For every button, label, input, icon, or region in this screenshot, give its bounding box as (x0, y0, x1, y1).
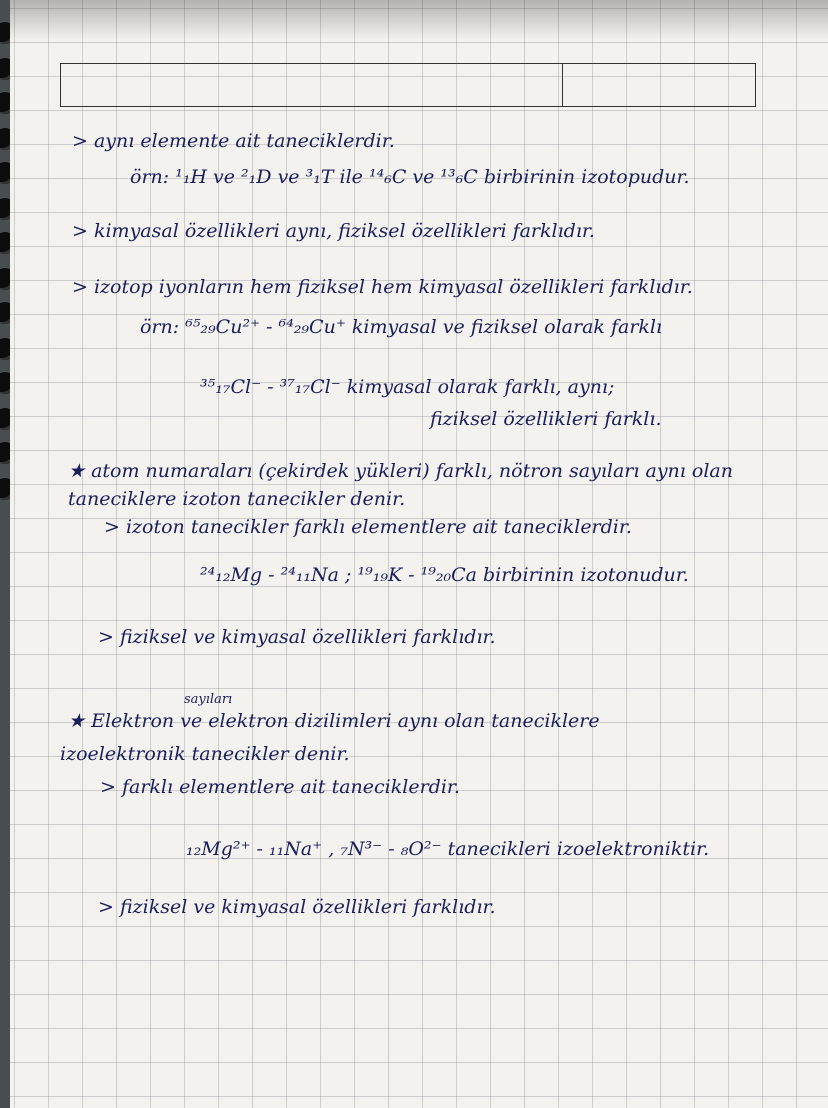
note-line-9: > izoton tanecikler farklı elementlere ait taneciklerdir. (104, 516, 632, 538)
page-shadow (10, 0, 828, 40)
note-line-4: > izotop iyonların hem fiziksel hem kimyasal özellikleri farklıdır. (72, 276, 693, 298)
note-line-2: örn: ¹₁H ve ²₁D ve ³₁T ile ¹⁴₆C ve ¹³₆C birbirinin izotopudur. (130, 166, 690, 188)
note-line-11: > fiziksel ve kimyasal özellikleri farklıdır. (98, 626, 496, 648)
note-line-1: > aynı elemente ait taneciklerdir. (72, 130, 395, 152)
note-line-5: örn: ⁶⁵₂₉Cu²⁺ - ⁶⁴₂₉Cu⁺ kimyasal ve fiziksel olarak farklı (140, 316, 663, 338)
note-line-12: ★ Elektron ve elektron dizilimleri aynı olan taneciklere (68, 710, 600, 732)
note-line-6a: ³⁵₁₇Cl⁻ - ³⁷₁₇Cl⁻ kimyasal olarak farklı, aynı; (200, 376, 615, 398)
note-line-3: > kimyasal özellikleri aynı, fiziksel özellikleri farklıdır. (72, 220, 595, 242)
note-line-8: taneciklere izoton tanecikler denir. (68, 488, 406, 510)
header-box (60, 63, 756, 107)
header-divider (562, 63, 563, 107)
note-line-7: ★ atom numaraları (çekirdek yükleri) farklı, nötron sayıları aynı olan (68, 460, 733, 482)
note-line-10: ²⁴₁₂Mg - ²⁴₁₁Na ; ¹⁹₁₉K - ¹⁹₂₀Ca birbirinin izotonudur. (200, 564, 689, 586)
note-line-16: > fiziksel ve kimyasal özellikleri farklıdır. (98, 896, 496, 918)
note-line-6b: fiziksel özellikleri farklı. (430, 408, 662, 430)
note-line-15: ₁₂Mg²⁺ - ₁₁Na⁺ , ₇N³⁻ - ₈O²⁻ tanecikleri izoelektroniktir. (186, 838, 710, 860)
note-line-14: > farklı elementlere ait taneciklerdir. (100, 776, 460, 798)
note-line-13: izoelektronik tanecikler denir. (60, 743, 350, 765)
note-line-12-annotation: sayıları (184, 692, 233, 707)
